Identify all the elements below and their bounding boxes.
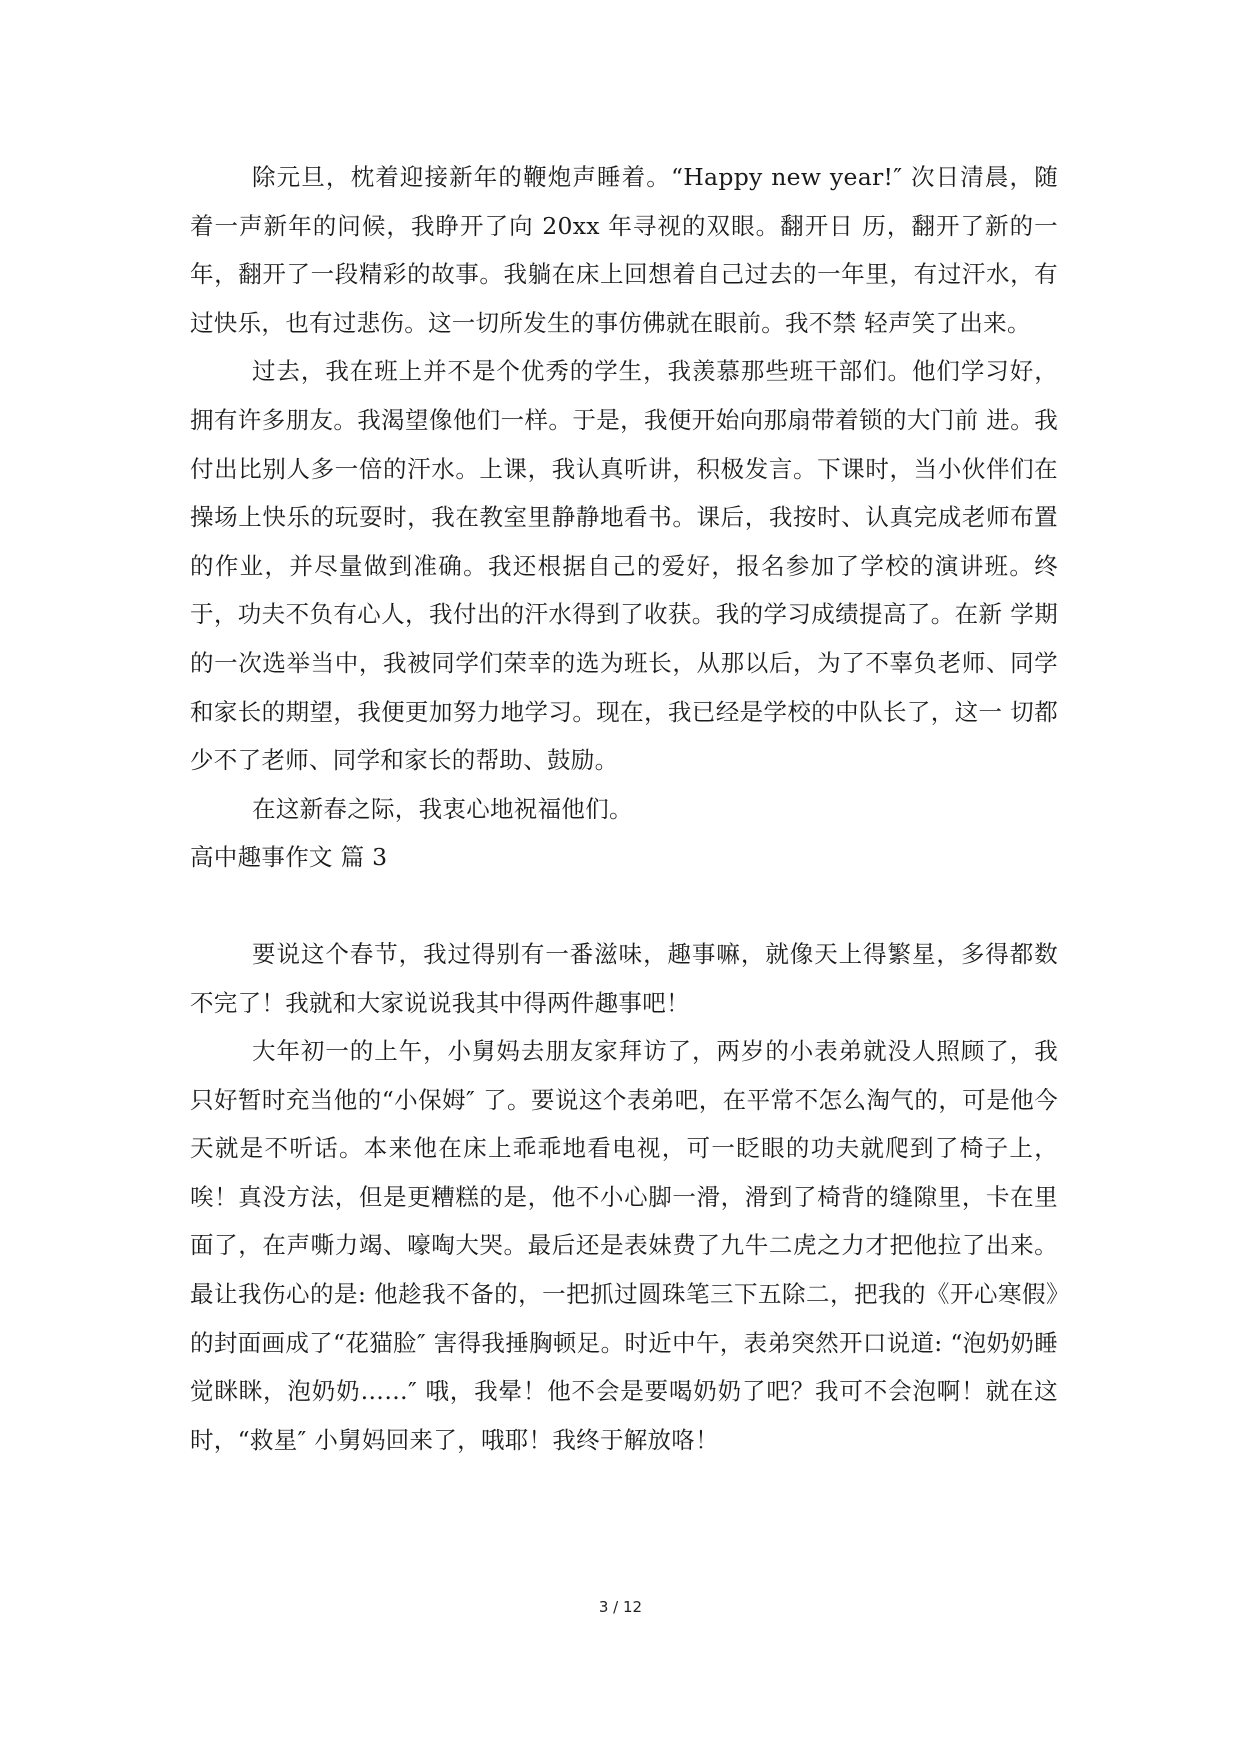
paragraph-spring-festival-intro: 要说这个春节，我过得别有一番滋味，趣事嘛，就像天上得繁星，多得都数不完了！我就和大家说说我其中得两件趣事吧！	[190, 939, 1058, 1017]
heading-spacer	[190, 882, 1058, 930]
paragraph-blessing: 在这新春之际，我衷心地祝福他们。	[252, 794, 633, 823]
paragraph-little-cousin-story: 大年初一的上午，小舅妈去朋友家拜访了，两岁的小表弟就没人照顾了，我只好暂时充当他的“小保姆″ 了。要说这个表弟吧，在平常不怎么淘气的，可是他今天就是不听话。本来他在床上乖乖地看电视，可一眨眼的功夫就爬到了椅子上，唉！真没方法，但是更糟糕的是，他不小心脚一滑，滑到了椅背的缝隙里，卡在里面了，在声嘶力竭、嚎啕大哭。最后还是表妹费了九牛二虎之力才把他拉了出来。最让我伤心的是: 他趁我不备的，一把抓过圆珠笔三下五除二，把我的《开心寒假》的封面画成了“花猫脸″ 害得我捶胸顿足。时近中午，表弟突然开口说道: “泡奶奶睡觉眯眯，泡奶奶……″ 哦，我晕！他不会是要喝奶奶了吧？我可不会泡啊！就在这时，“救星″ 小舅妈回来了，哦耶！我终于解放咯！	[190, 1037, 1058, 1454]
document-body	[190, 153, 1058, 1464]
paragraph-new-year-morning: 除元旦，枕着迎接新年的鞭炮声睡着。“Happy new year!″ 次日清晨，随着一声新年的问候，我睁开了向 20xx 年寻视的双眼。翻开日 历，翻开了新的一年，翻开了一段精彩的故事。我躺在床上回想着自己过去的一年里，有过汗水，有过快乐，也有过悲伤。这一切所发生的事仿佛就在眼前。我不禁 轻声笑了出来。	[190, 163, 1058, 337]
section-heading: 高中趣事作文 篇 3	[190, 843, 388, 872]
page-number: 3 / 12	[598, 1598, 643, 1616]
paragraph-becoming-monitor: 过去，我在班上并不是个优秀的学生，我羡慕那些班干部们。他们学习好，拥有许多朋友。我渴望像他们一样。于是，我便开始向那扇带着锁的大门前 进。我付出比别人多一倍的汗水。上课，我认真听讲，积极发言。下课时，当小伙伴们在操场上快乐的玩耍时，我在教室里静静地看书。课后，我按时、认真完成老师布置的作业，并尽量做到准确。我还根据自己的爱好，报名参加了学校的演讲班。终于，功夫不负有心人，我付出的汗水得到了收获。我的学习成绩提高了。在新 学期的一次选举当中，我被同学们荣幸的选为班长，从那以后，为了不辜负老师、同学和家长的期望，我便更加努力地学习。现在，我已经是学校的中队长了，这一 切都少不了老师、同学和家长的帮助、鼓励。	[190, 357, 1058, 775]
